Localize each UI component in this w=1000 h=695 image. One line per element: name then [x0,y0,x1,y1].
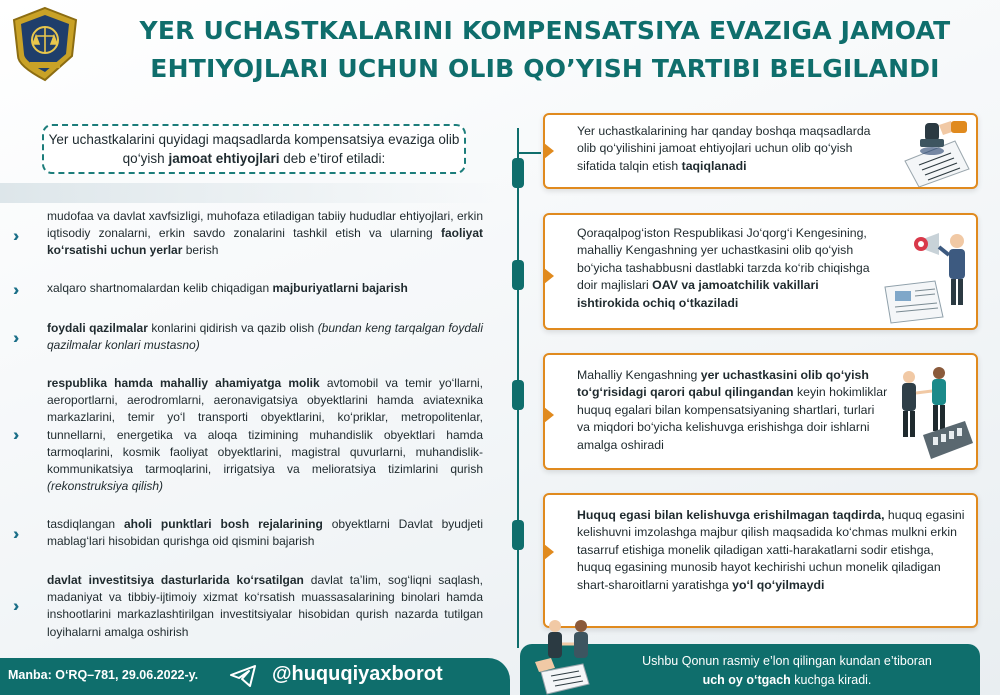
card-prohibition [543,113,978,189]
card-arrow [544,143,554,159]
intro-shadow-bar [0,183,500,203]
telegram-icon [230,665,256,687]
list-item-text: respublika hamda mahalliy ahamiyatga molik avtomobil va temir yo‘llarni, aeroportlarni, aerodromlarni, aeronavigatsiya obyektlarini hamda aviatexnika markazlarini, temir yo‘l transporti obyektlarini, ko‘priklar, metropolitenlar, tunnellarni, energetika va aloqa tizimining muhandislik obyektlari hamda tarmoqlarini, kosmik faoliyat obyektlarini, magistral quvurlarni, muhandislik-kommunikatsiya tarmoqlarini, irrigatsiya va melioratsiya tizimlarini qurish (rekonstruksiya qilish) [47,376,483,494]
list-item-text: davlat investitsiya dasturlarida ko‘rsatilgan davlat ta’lim, sog‘liqni saqlash, madaniyat va tibbiy-ijtimoiy xizmat ko‘rsatish muassasalarining binolari hamda inshootlarini markazlashtirilgan investitsiyalar hisobidan qurish nazarda tutilgan loyihalarni amalga oshirish [47,573,483,639]
card-arrow [544,268,554,284]
list-item-text: foydali qazilmalar konlarini qidirish va qazib olish (bundan keng tarqalgan foydali qazilmalar konlari mustasno) [47,321,484,353]
card-text: Mahalliy Kengashning yer uchastkasini olib qo‘yish to‘g‘risidagi qarori qabul qilingandan keyin hokimliklar huquq egalari bilan kompensatsiyaning shartlari, turlari va miqdori bo‘yicha kelishuvga erishishga doir ishlarni amalga oshiradi [577,368,888,452]
emblem-logo [10,6,80,82]
intro-text: Yer uchastkalarini quyidagi maqsadlarda kompensatsiya evaziga olib qo‘yish [48,132,460,166]
handshake-building-icon [883,363,975,467]
card-text: Huquq egasi bilan kelishuvga erishilmagan taqdirda, huquq egasini kelishuvni imzolashga majbur qilish maqsadida ko‘chmas mulkni erkin tasarruf etishiga monelik qiladigan xatti-harakatlarni sodir etishga, huquq egasining munosib hayot kechirishi uchun monelik qiladigan shart-sharoitlarni yaratishga yo‘l qo‘yilmaydi [577,508,965,592]
intro-bold: jamoat ehtiyojlari [168,151,280,166]
card-agreement [543,353,978,470]
list-item-text: tasdiqlangan aholi punktlari bosh rejalarining obyektlarni Davlat byudjeti mablag‘lari hisobidan qurishga oid qismini bajarish [47,517,483,549]
double-chevron-icon: ›› [13,226,15,245]
effective-date-text: Ushbu Qonun rasmiy e’lon qilingan kundan e’tiboran uch oy o‘tgach kuchga kiradi. [642,654,932,687]
timeline-node [512,380,524,410]
page-title: YER UCHASTKALARINI KOMPENSATSIYA EVAZIGA JAMOAT EHTIYOJLARI UCHUN OLIB QO’YISH TARTIBI BELGILANDI [139,16,951,83]
list-item-text: xalqaro shartnomalardan kelib chiqadigan majburiyatlarni bajarish [47,281,408,295]
timeline-node [512,520,524,550]
timeline-node [512,158,524,188]
stamp-document-icon [895,117,975,187]
card-arrow [544,544,554,560]
timeline-node [512,260,524,290]
card-no-coercion [543,493,978,628]
double-chevron-icon: ›› [13,425,15,444]
card-text: Qoraqalpog‘iston Respublikasi Jo‘qorg‘i Kengesining, mahalliy Kengashning yer uchastkasini olib qo‘yish bo‘yicha tashabbusni dastlabki tarzda ko‘rib chiqishga doir majlislari OAV va jamoatchilik vakillari ishtirokida ochiq o‘tkaziladi [577,226,870,310]
double-chevron-icon: ›› [13,596,15,615]
signing-people-icon [533,618,603,695]
telegram-handle-link[interactable]: @huquqiyaxborot [272,663,443,685]
intro-box [42,124,466,174]
source-text: Manba: O‘RQ–781, 29.06.2022-y. [8,668,199,682]
card-text: Yer uchastkalarining har qanday boshqa maqsadlarda olib qo‘yilishini jamoat ehtiyojlari uchun olib qo‘yish sifatida talqin etish taqiqlanadi [577,124,871,173]
intro-text-end: deb e’tirof etiladi: [279,151,386,166]
card-open-session [543,213,978,330]
timeline-connector [517,152,541,154]
media-megaphone-icon [865,225,977,325]
source-bar [0,658,510,695]
double-chevron-icon: ›› [13,280,15,299]
double-chevron-icon: ›› [13,524,15,543]
double-chevron-icon: ›› [13,328,15,347]
card-arrow [544,407,554,423]
list-item-text: mudofaa va davlat xavfsizligi, muhofaza etiladigan tabiiy hududlar ehtiyojlari, erkin iqtisodiy zonalarni, erkin savdo zonalarini tashkil etish va ularning faoliyat ko‘rsatishi uchun yerlar berish [47,209,483,258]
